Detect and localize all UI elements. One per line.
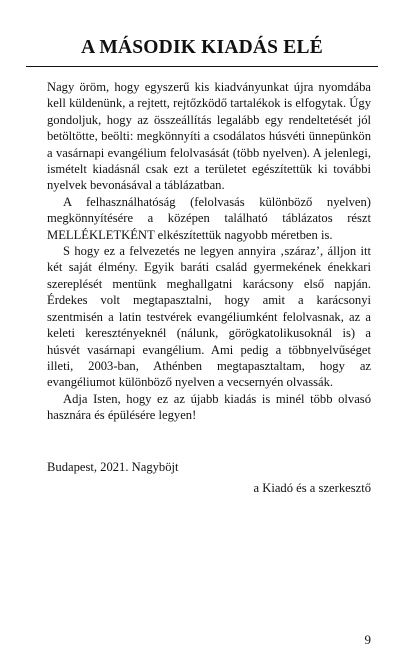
page-title: A MÁSODIK KIADÁS ELÉ [81, 37, 323, 58]
page-number: 9 [364, 632, 371, 647]
preface-body [47, 79, 371, 424]
place-date: Budapest, 2021. Nagyböjt [47, 460, 179, 474]
paragraph-3: S hogy ez a felvezetés ne legyen annyira ‚száraz’, álljon itt két saját élmény. Egyik baráti család gyermekének énekkari szereplését mentünk meghallgatni karácsony első napján. Érdekes volt megtapasztalni, hogy amit a karácsonyi szentmisén a latin testvérek evangéliumként felolvasnak, az a keleti keresztényeknél (nálunk, görögkatolikusoknál is) a húsvét vasárnapi evangélium. Ami pedig a többnyelvűséget illeti, 2003-ban, Athénben megtapasztaltam, hogy az evangéliumot különböző nyelven a vecsernyén olvassák. [47, 244, 371, 390]
paragraph-2: A felhasználhatóság (felolvasás különböző nyelven) megkönnyítésére a középen található táblázatos részt MELLÉKLETKÉNT elkészítettük nagyobb méretben is. [47, 194, 371, 242]
paragraph-1: Nagy öröm, hogy egyszerű kis kiadványunkat újra nyomdába kell küldenünk, a rejtett, rejtőzködő tartalékok is elfogytak. Úgy gondoljuk, hogy az összeállítás legalább egy rendeltetését jól betöltötte, beölti: megkönnyíti a csodálatos húsvéti ünnepünkön a vasárnapi evangélium felolvasását (több nyelven). A jelenlegi, ismételt kiadásnál csak ezt a területet egészítettük ki további nyelvek bevonásával a táblázatban. [47, 80, 371, 193]
paragraph-4: Adja Isten, hogy ez az újabb kiadás is minél több olvasó hasznára és épülésére legyen! [47, 391, 371, 423]
page-header [26, 28, 378, 67]
signature: a Kiadó és a szerkesztő [253, 481, 371, 495]
